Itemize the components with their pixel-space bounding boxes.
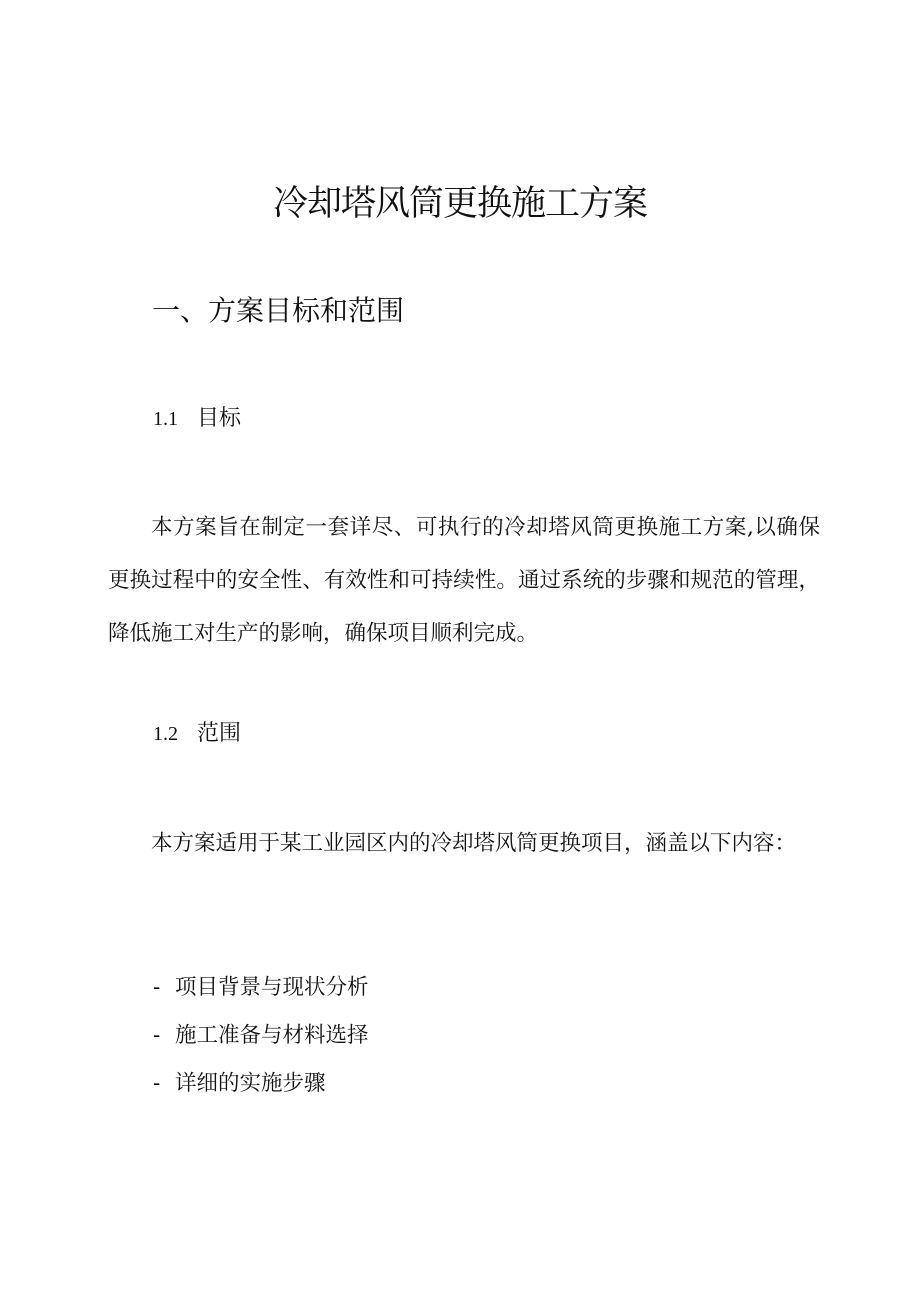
dash-bullet: - <box>153 1071 161 1096</box>
list-item-text: 施工准备与材料选择 <box>175 1023 369 1048</box>
dash-bullet: - <box>153 1023 161 1048</box>
list-item <box>153 1012 369 1060</box>
subsection-title: 范围 <box>197 721 242 746</box>
document-title: 冷却塔风筒更换施工方案 <box>272 184 647 224</box>
goal-paragraph: 本方案旨在制定一套详尽、可执行的冷却塔风筒更换施工方案,以确保更换过程中的安全性、有效性和可持续性。通过系统的步骤和规范的管理，降低施工对生产的影响，确保项目顺利完成。 <box>108 515 820 646</box>
subsection-title: 目标 <box>197 406 242 431</box>
list-item <box>153 1060 369 1108</box>
subsection-number: 1.1 <box>153 408 178 430</box>
list-item-text: 详细的实施步骤 <box>175 1071 326 1096</box>
subsection-heading-scope <box>153 718 241 750</box>
dash-bullet: - <box>153 975 161 1000</box>
list-item-text: 项目背景与现状分析 <box>175 975 369 1000</box>
scope-paragraph: 本方案适用于某工业园区内的冷却塔风筒更换项目，涵盖以下内容： <box>151 831 797 856</box>
scope-list <box>153 964 369 1108</box>
list-item <box>153 964 369 1012</box>
subsection-number: 1.2 <box>153 723 178 745</box>
section-heading: 一、方案目标和范围 <box>152 294 405 327</box>
subsection-heading-goal <box>153 403 241 435</box>
